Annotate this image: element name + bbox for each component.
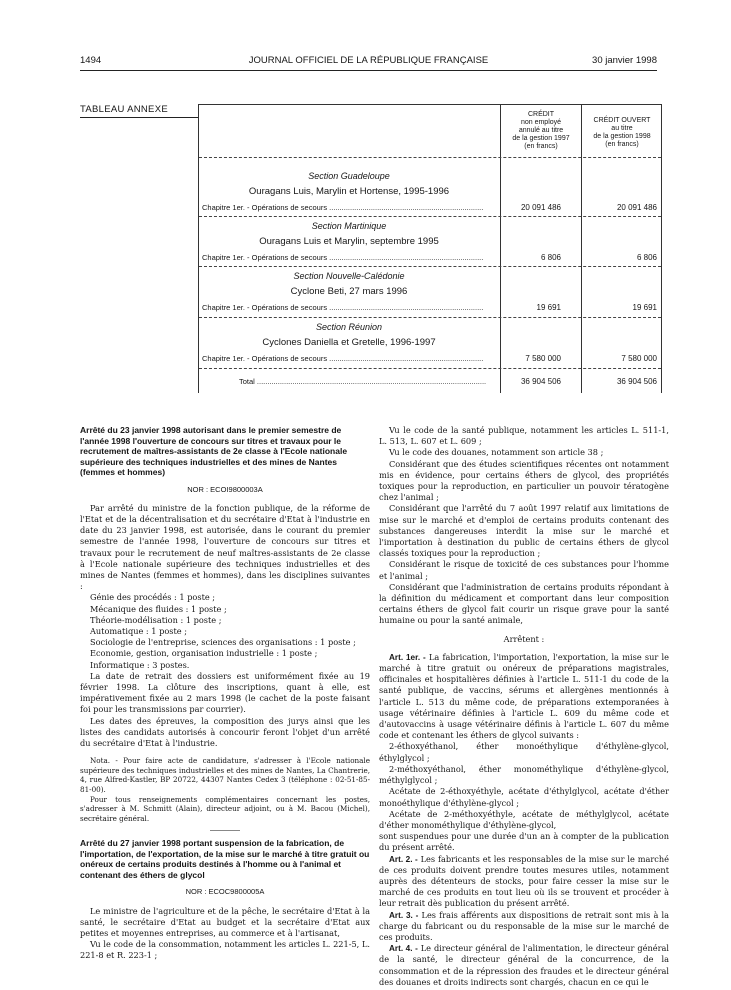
row-divider bbox=[199, 368, 661, 369]
nota: Pour tous renseignements complémentaires concernant les postes, s'adresser à M. Schmitt (Alain), directeur adjoint, ou à M. Bacou (Michel), secrétaire général. bbox=[80, 794, 370, 823]
glycol-item: Acétate de 2-méthoxyéthyle, acétate de méthylglycol, acétate d'éther monométhylique d'éthylène-glycol, bbox=[379, 808, 669, 830]
header-divider bbox=[199, 157, 661, 158]
section-title: Section Guadeloupe bbox=[308, 171, 390, 181]
annex-table bbox=[198, 104, 662, 393]
header-line: (en francs) bbox=[524, 143, 558, 150]
table-label-rule bbox=[80, 117, 198, 118]
journal-title: JOURNAL OFFICIEL DE LA RÉPUBLIQUE FRANÇAISE bbox=[248, 55, 489, 66]
chapter-line: Chapitre 1er. - Opérations de secours .......................................................................... bbox=[202, 354, 484, 363]
header-line: annulé au titre bbox=[518, 127, 564, 134]
discipline-item: Génie des procédés : 1 poste ; bbox=[90, 592, 216, 603]
event-title: Ouragans Luis, Marylin et Hortense, 1995-1996 bbox=[248, 186, 450, 197]
cancelled-value: 7 580 000 bbox=[525, 354, 561, 363]
row-divider bbox=[199, 317, 661, 318]
opened-value: 19 691 bbox=[632, 303, 657, 312]
event-title: Cyclone Beti, 27 mars 1996 bbox=[290, 286, 408, 297]
row-divider bbox=[199, 216, 661, 217]
discipline-item: Théorie-modélisation : 1 poste ; bbox=[90, 614, 222, 625]
section-title: Section Réunion bbox=[315, 322, 383, 332]
event-title: Ouragans Luis et Marylin, septembre 1995 bbox=[259, 236, 439, 247]
article-2 bbox=[379, 854, 669, 910]
discipline-item: Sociologie de l'entreprise, sciences des organisations : 1 poste ; bbox=[90, 637, 356, 648]
page-number: 1494 bbox=[80, 55, 102, 66]
issue-date: 30 janvier 1998 bbox=[592, 55, 657, 66]
paragraph: Considérant que l'arrêté du 7 août 1997 relatif aux limitations de mise sur le marché et d'emploi de certains produits contenant des substances dangereuses interdit la mise sur le marché et l'importation à destination du public de certains éthers de glycol classés toxiques pour la reproduction ; bbox=[379, 503, 669, 559]
paragraph: Vu le code de la consommation, notamment les articles L. 221-5, L. 221-8 et R. 223-1 ; bbox=[80, 939, 370, 961]
paragraph: Considérant que l'administration de certains produits répondant à la définition du médicament et comportant dans leur composition certains éthers de glycol fait courir un risque grave pour la santé humaine ou pour la santé animale, bbox=[379, 581, 669, 626]
article-text: Le directeur général de l'alimentation, le directeur général de la santé, le directeur général de la concurrence, de la consommation et de la répression des fraudes et le directeur général des douanes et droits indirects sont chargés, chacun en ce qui le bbox=[379, 943, 669, 987]
header-line: de la gestion 1998 bbox=[593, 133, 651, 140]
paragraph: La date de retrait des dossiers est uniformément fixée au 19 février 1998. La clôture des inscriptions, quant à elle, est impérativement fixée au 2 mars 1998 (le cachet de la poste faisant foi pour les transmissions par courrier). bbox=[80, 670, 370, 715]
header-line: de la gestion 1997 bbox=[512, 135, 570, 142]
arrete-title: Arrêté du 23 janvier 1998 autorisant dans le premier semestre de l'année 1998 l'ouverture de concours sur titres et travaux pour le recrutement de maîtres-assistants de 2e classe à l'Ecole nationale supérieure des techniques industrielles et des mines de Nantes (femmes et hommes) bbox=[80, 425, 348, 477]
chapter-line: Chapitre 1er. - Opérations de secours .......................................................................... bbox=[202, 253, 484, 262]
col-header-cancelled bbox=[503, 111, 579, 151]
arrete-title: Arrêté du 27 janvier 1998 portant suspension de la fabrication, de l'importation, de l'exportation, de la mise sur le marché à titre gratuit ou onéreux de certains produits destinés à l'homme ou à l'animal et contenant des éthers de glycol bbox=[80, 838, 370, 880]
chapter-line: Chapitre 1er. - Opérations de secours .......................................................................... bbox=[202, 203, 484, 212]
paragraph: Vu le code de la santé publique, notamment les articles L. 511-1, L. 513, L. 607 et L. 609 ; bbox=[379, 425, 669, 447]
article-label: Art. 2. - bbox=[389, 854, 418, 864]
header-line: CRÉDIT bbox=[527, 111, 555, 118]
total-label: Total .............................................................................................................. bbox=[239, 377, 487, 386]
glycol-item: 2-méthoxyéthanol, éther monométhylique d'éthylène-glycol, méthylglycol ; bbox=[379, 763, 669, 786]
article-text: La fabrication, l'importation, l'exportation, la mise sur le marché à titre gratuit ou onéreux de préparations magistrales, officinales et hospitalières définies à l'article L. 511-1 du code de la santé publique, de vaccins, sérums et allergènes mentionnés à l'article L. 513 du même code, de préparations extemporanées à usage vétérinaire définies à l'article L. 609 du même code et d'autovaccins à usage vétérinaire définis à l'article L. 607 du même code et contenant les éthers de glycol suivants : bbox=[379, 651, 669, 741]
column-divider bbox=[500, 105, 501, 393]
paragraph: Considérant que des études scientifiques récentes ont notamment mis en évidence, pour certains éthers de glycol, des propriétés toxiques pour la reproduction, en particulier un pouvoir tératogène chez l'animal ; bbox=[379, 458, 669, 503]
nor-reference: NOR : ECOI9800003A bbox=[187, 484, 263, 494]
paragraph: Le ministre de l'agriculture et de la pêche, le secrétaire d'Etat à la santé, le secrétaire d'Etat au budget et la secrétaire d'Etat aux petites et moyennes entreprises, au commerce et à l'artisanat, bbox=[80, 905, 370, 938]
paragraph: Par arrêté du ministre de la fonction publique, de la réforme de l'Etat et de la décentralisation et du secrétaire d'Etat à l'industrie en date du 23 janvier 1998, est autorisée, dans le courant du premier semestre de l'année 1998, l'ouverture de concours sur titres et travaux pour le recrutement de neuf maîtres-assistants de 2e classe à l'Ecole nationale supérieure des techniques industrielles et des mines de Nantes (femmes et hommes), dans les disciplines suivantes : bbox=[80, 502, 370, 592]
header-line: non employé bbox=[520, 119, 562, 126]
table-label: TABLEAU ANNEXE bbox=[80, 104, 168, 115]
paragraph: Les dates des épreuves, la composition des jurys ainsi que les listes des candidats autorisés à concourir feront l'objet d'un arrêté du secrétaire d'Etat à l'industrie. bbox=[80, 715, 370, 748]
article-text: Les frais afférents aux dispositions de retrait sont mis à la charge du fabricant ou du responsable de la mise sur le marché de ces produits. bbox=[379, 909, 669, 942]
paragraph: Considérant le risque de toxicité de ces substances pour l'homme et l'animal ; bbox=[379, 559, 669, 581]
article-label: Art. 4. - bbox=[389, 944, 418, 954]
cancelled-value: 19 691 bbox=[536, 303, 561, 312]
section-title: Section Nouvelle-Calédonie bbox=[293, 271, 405, 281]
discipline-item: Automatique : 1 poste ; bbox=[90, 625, 187, 636]
total-opened: 36 904 506 bbox=[616, 377, 657, 386]
nota: Nota. - Pour faire acte de candidature, s'adresser à l'Ecole nationale supérieure des techniques industrielles et des mines de Nantes, La Chantrerie, 4, rue Alfred-Kastler, BP 20722, 44307 Nantes Cedex 3 (téléphone : 02-51-85-81-00). bbox=[80, 756, 370, 794]
cancelled-value: 20 091 486 bbox=[520, 203, 561, 212]
event-title: Cyclones Daniella et Gretelle, 1996-1997 bbox=[262, 337, 436, 348]
opened-value: 20 091 486 bbox=[616, 203, 657, 212]
article-text: Les fabricants et les responsables de la mise sur le marché de ces produits doivent prendre toutes mesures utiles, notamment auprès des détenteurs de stocks, pour faire cesser la mise sur le marché de ces produits en tout lieu où ils se trouvent et procéder à leur retrait dès publication du présent arrêté. bbox=[379, 853, 669, 909]
cancelled-value: 6 806 bbox=[540, 253, 561, 262]
col-header-opened bbox=[584, 117, 660, 149]
paragraph: sont suspendues pour une durée d'un an à compter de la publication du présent arrêté. bbox=[379, 831, 669, 853]
section-title: Section Martinique bbox=[311, 221, 387, 231]
left-column bbox=[80, 425, 370, 962]
nor-reference: NOR : ECOC9800005A bbox=[185, 887, 265, 897]
article-3 bbox=[379, 910, 669, 944]
discipline-item: Mécanique des fluides : 1 poste ; bbox=[90, 603, 227, 614]
article-1 bbox=[379, 652, 669, 742]
opened-value: 7 580 000 bbox=[621, 354, 657, 363]
page-header bbox=[80, 55, 657, 69]
glycol-item: 2-éthoxyéthanol, éther monoéthylique d'éthylène-glycol, éthylglycol ; bbox=[379, 741, 669, 763]
article-label: Art. 1er. - bbox=[389, 652, 426, 662]
arretent-heading: Arrêtent : bbox=[503, 633, 545, 644]
header-line: CRÉDIT OUVERT bbox=[593, 117, 651, 124]
article-label: Art. 3. - bbox=[389, 910, 419, 920]
article-4 bbox=[379, 943, 669, 988]
row-divider bbox=[199, 266, 661, 267]
header-rule bbox=[80, 70, 657, 71]
glycol-item: Acétate de 2-éthoxyéthyle, acétate d'éthylglycol, acétate d'éther monoéthylique d'éthylène-glycol ; bbox=[379, 786, 669, 808]
column-divider bbox=[581, 105, 582, 393]
header-line: (en francs) bbox=[605, 141, 639, 148]
chapter-line: Chapitre 1er. - Opérations de secours .......................................................................... bbox=[202, 303, 484, 312]
total-cancelled: 36 904 506 bbox=[520, 377, 561, 386]
header-line: au titre bbox=[611, 125, 633, 132]
discipline-item: Economie, gestion, organisation industrielle : 1 poste ; bbox=[90, 648, 318, 659]
right-column bbox=[379, 425, 669, 988]
discipline-item: Informatique : 3 postes. bbox=[90, 659, 190, 670]
paragraph: Vu le code des douanes, notamment son article 38 ; bbox=[389, 447, 604, 458]
opened-value: 6 806 bbox=[636, 253, 657, 262]
